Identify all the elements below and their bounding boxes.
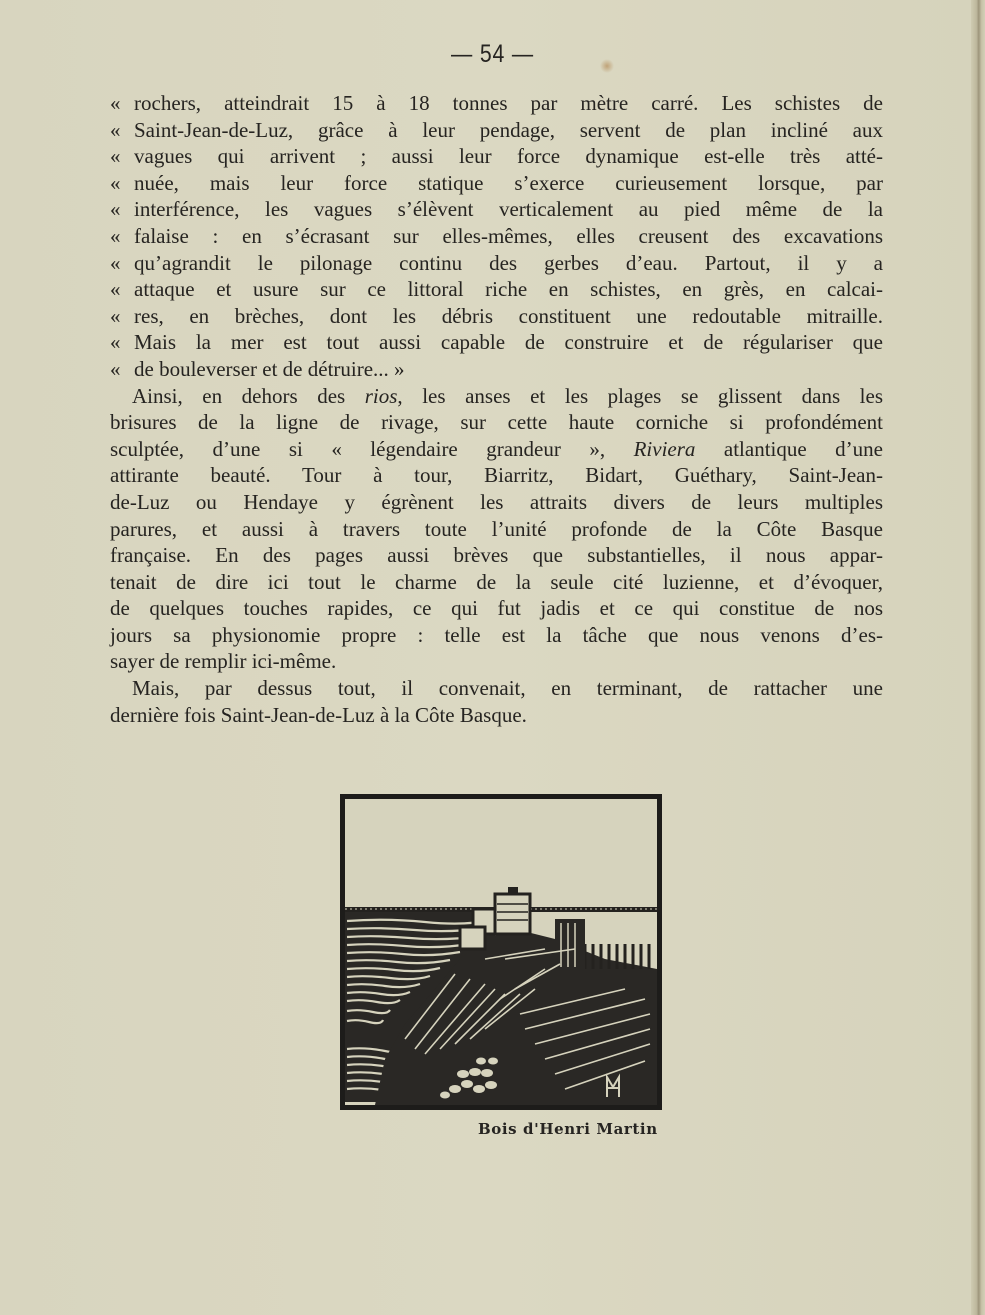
paragraph-1-line: attirante beauté. Tour à tour, Biarritz, Bidart, Guéthary, Saint-Jean- bbox=[110, 463, 883, 488]
quote-line: « attaque et usure sur ce littoral riche en schistes, en grès, en calcai- bbox=[110, 277, 883, 302]
paragraph-1-line: de-Luz ou Hendaye y égrènent les attraits divers de leurs multiples bbox=[110, 489, 883, 514]
quote-line: « Saint-Jean-de-Luz, grâce à leur pendage, servent de plan incliné aux bbox=[110, 117, 883, 142]
paragraph-1-line: de quelques touches rapides, ce qui fut jadis et ce qui constitue de nos bbox=[110, 596, 883, 621]
page-number: — 54 — bbox=[450, 40, 535, 68]
italic-term: Riviera bbox=[633, 436, 696, 461]
guillemet: « bbox=[110, 250, 121, 275]
quote-line: « nuée, mais leur force statique s’exerce curieusement lorsque, par bbox=[110, 170, 883, 195]
paragraph-1-line: sculptée, d’une si « légendaire grandeur », Riviera atlantique d’une bbox=[110, 436, 883, 461]
guillemet: « bbox=[110, 223, 121, 248]
paragraph-1-line: brisures de la ligne de rivage, sur cette haute corniche si profondément bbox=[110, 410, 883, 435]
guillemet: « bbox=[110, 170, 121, 195]
paragraph-1-line: sayer de remplir ici-même. bbox=[110, 649, 337, 674]
paragraph-1-line: parures, et aussi à travers toute l’unité profonde de la Côte Basque bbox=[110, 516, 883, 541]
quote-line: « Mais la mer est tout aussi capable de construire et de régulariser que bbox=[110, 330, 883, 355]
guillemet: « bbox=[110, 117, 121, 142]
body-text bbox=[110, 90, 883, 728]
paragraph-1-line: Ainsi, en dehors des rios, les anses et les plages se glissent dans les bbox=[132, 383, 883, 408]
quote-line: « de bouleverser et de détruire... » bbox=[110, 356, 405, 381]
italic-term: rios bbox=[364, 383, 398, 408]
guillemet: « bbox=[110, 356, 121, 381]
paragraph-2-line: Mais, par dessus tout, il convenait, en terminant, de rattacher une bbox=[132, 676, 883, 701]
paragraph-1-line: française. En des pages aussi brèves que substantielles, il nous appar- bbox=[110, 543, 883, 568]
guillemet: « bbox=[110, 330, 121, 355]
quote-line: « rochers, atteindrait 15 à 18 tonnes par mètre carré. Les schistes de bbox=[110, 91, 883, 115]
guillemet: « bbox=[110, 91, 121, 115]
quote-line: « res, en brèches, dont les débris constituent une redoutable mitraille. bbox=[110, 303, 883, 328]
figure-caption: Bois d'Henri Martin bbox=[478, 1120, 658, 1138]
page-gutter-shadow bbox=[971, 0, 985, 1315]
quote-line: « interférence, les vagues s’élèvent verticalement au pied même de la bbox=[110, 197, 883, 222]
paragraph-2-line: dernière fois Saint-Jean-de-Luz à la Côte Basque. bbox=[110, 702, 527, 727]
quote-line: « falaise : en s’écrasant sur elles-mêmes, elles creusent des excavations bbox=[110, 223, 883, 248]
quote-line: « qu’agrandit le pilonage continu des gerbes d’eau. Partout, il y a bbox=[110, 250, 883, 275]
coastal-fort-woodcut-icon bbox=[345, 799, 657, 1105]
guillemet: « bbox=[110, 303, 121, 328]
guillemet: « bbox=[110, 277, 121, 302]
woodcut-illustration bbox=[340, 794, 662, 1110]
quote-line: « vagues qui arrivent ; aussi leur force dynamique est-elle très atté- bbox=[110, 144, 883, 169]
guillemet: « bbox=[110, 197, 121, 222]
paragraph-1-line: jours sa physionomie propre : telle est la tâche que nous venons d’es- bbox=[110, 622, 883, 647]
guillemet: « bbox=[110, 144, 121, 169]
paragraph-1-line: tenait de dire ici tout le charme de la seule cité luzienne, et d’évoquer, bbox=[110, 569, 883, 594]
